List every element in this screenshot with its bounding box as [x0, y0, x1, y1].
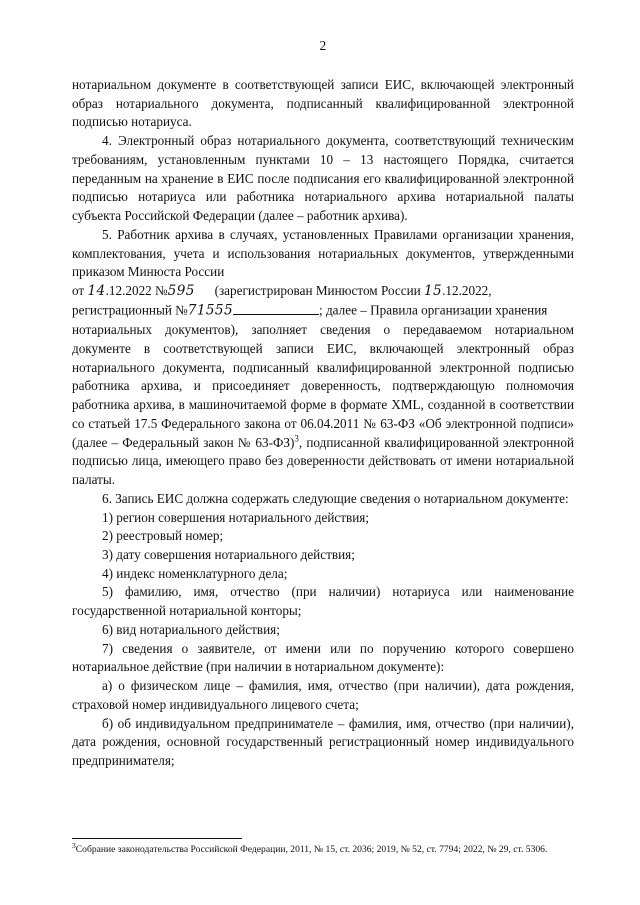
- list-item-7a: а) о физическом лице – фамилия, имя, отчество (при наличии), дата рождения, страховой номер индивидуального лицевого счета;: [72, 678, 574, 712]
- paragraph-5-part3-text: , подписанной квалифицированной электронной подписью лица, имеющего право без доверенности действовать от имени нотариальной палаты.: [72, 434, 574, 488]
- text-reg-number-label: регистрационный №: [72, 302, 188, 318]
- page-number: 2: [319, 38, 327, 53]
- list-item-4: 4) индекс номенклатурного дела;: [102, 565, 288, 581]
- list-item-6: 6) вид нотариального действия;: [102, 621, 280, 637]
- handwritten-registration-number: 71555: [187, 302, 234, 319]
- paragraph-continuation: нотариальном документе в соответствующей записи ЕИС, включающей электронный образ нотариального документа, подписанный квалифицированной электронной подписью нотариуса.: [72, 77, 574, 130]
- paragraph-5-part2: [72, 321, 574, 490]
- footnote-number: 3: [72, 840, 76, 850]
- footnote-divider: [72, 838, 242, 839]
- footnote-marker-3: 3: [294, 433, 299, 444]
- list-item-1: 1) регион совершения нотариального действия;: [102, 509, 370, 525]
- footnote-text: [72, 840, 574, 857]
- list-item-7b: б) об индивидуальном предпринимателе – фамилия, имя, отчество (при наличии), дата рождения, основной государственный регистрационный номер индивидуального предпринимателя;: [72, 715, 574, 769]
- blank-underline: [233, 301, 319, 315]
- paragraph-6: 6. Запись ЕИС должна содержать следующие сведения о нотариальном документе:: [102, 490, 569, 506]
- list-item-5: 5) фамилию, имя, отчество (при наличии) нотариуса или наименование государственной нотариальной конторы;: [72, 584, 574, 619]
- text-registered-by: (зарегистрирован Минюстом России: [214, 283, 421, 299]
- text-date-mid: .12.2022 №: [105, 283, 168, 299]
- paragraph-5-part2-text: нотариальных документов), заполняет сведения о передаваемом нотариальном документе в соответствующей записи ЕИС, включающей электронный образ нотариального документа, подписанный квалифицированной электронной подписью работника архива, и присоединяет доверенность, подтверждающую полномочия работника архива, в машиночитаемой форме в формате XML, созданной в соответствии со статьей 17.5 Федерального закона от 06.04.2011 № 63-ФЗ «Об электронной подписи» (далее – Федеральный закон № 63-ФЗ): [72, 322, 574, 450]
- handwritten-day: 14: [87, 283, 106, 300]
- paragraph-4: 4. Электронный образ нотариального документа, соответствующий техническим требованиям, установленным пунктами 10 – 13 настоящего Порядка, считается переданным на хранение в ЕИС после подписания его квалифицированной электронной подписью нотариуса или работника нотариального архива нотариальной палаты субъекта Российской Федерации (далее – работник архива).: [72, 133, 574, 224]
- paragraph-5-handwritten-line-2: [72, 301, 574, 321]
- list-item-7: 7) сведения о заявителе, от имени или по поручению которого совершено нотариальное действие (при наличии в нотариальном документе):: [72, 640, 574, 675]
- list-item-2: 2) реестровый номер;: [102, 528, 224, 544]
- text-ot: от: [72, 283, 88, 299]
- text-date-tail: .12.2022,: [442, 283, 492, 299]
- text-reg-tail: ; далее – Правила организации хранения: [319, 302, 548, 318]
- handwritten-day-2: 15: [424, 283, 443, 300]
- paragraph-5-part1: 5. Работник архива в случаях, установленных Правилами организации хранения, комплектования, учета и использования нотариальных документов, утвержденными приказом Минюста России: [72, 226, 574, 280]
- list-item-3: 3) дату совершения нотариального действия;: [102, 547, 355, 563]
- footnote-content: Собрание законодательства Российской Федерации, 2011, № 15, ст. 2036; 2019, № 52, ст. 7794; 2022, № 29, ст. 5306.: [75, 844, 548, 856]
- document-body: [72, 76, 574, 771]
- paragraph-5-handwritten-line: [72, 282, 574, 301]
- handwritten-order-number: 595: [167, 283, 195, 300]
- footnote-block: [72, 838, 574, 857]
